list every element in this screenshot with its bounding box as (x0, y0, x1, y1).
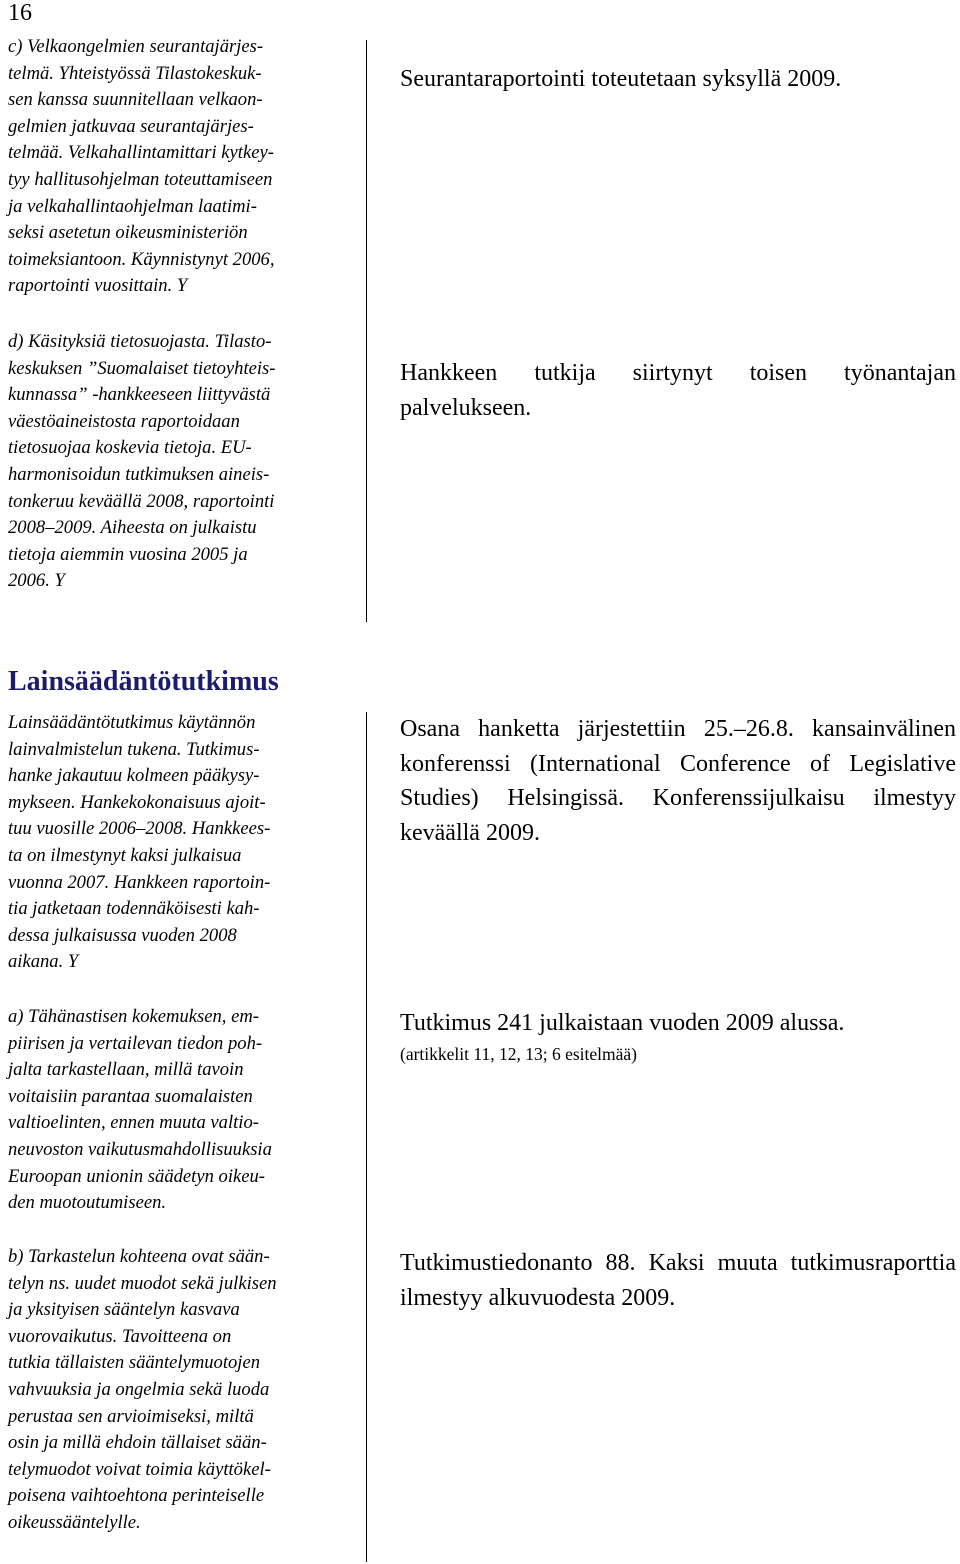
column-divider-top (366, 40, 367, 622)
paragraph-a (8, 1004, 338, 1217)
text-line: tietosuojaa koskevia tietoja. EU- (8, 437, 252, 459)
text-line: kunnassa” -hankkeeseen liittyvästä (8, 384, 271, 406)
text-line: keskuksen ”Suomalaiset tietoyhteis- (8, 357, 276, 379)
text-line: c) Velkaongelmien seurantajärjes- (8, 36, 264, 57)
text-line: Lainsäädäntötutkimus käytännön (8, 712, 256, 733)
text-line: vuonna 2007. Hankkeen raportoin- (8, 871, 271, 893)
text-line: raportointi vuosittain. Y (8, 275, 188, 297)
text-line: perustaa sen arvioimiseksi, miltä (8, 1405, 254, 1427)
status-intro: Osana hanketta järjestettiin 25.–26.8. kansainvälinen konferenssi (International Conference of Legislative Studies) Helsingissä. Konferenssijulkaisu ilmestyy keväällä 2009. (400, 716, 956, 846)
text-line: a) Tähänastisen kokemuksen, em- (8, 1006, 259, 1027)
status-a-text: Tutkimus 241 julkaistaan vuoden 2009 alussa. (400, 1010, 845, 1036)
text-line: vuorovaikutus. Tavoitteena on (8, 1325, 232, 1347)
column-divider-bottom (366, 712, 367, 1562)
text-line: väestöaineistosta raportoidaan (8, 410, 240, 432)
status-b: Tutkimustiedonanto 88. Kaksi muuta tutkimusraporttia ilmestyy alkuvuodesta 2009. (400, 1250, 956, 1311)
status-d: Hankkeen tutkija siirtynyt toisen työnantajan palvelukseen. (400, 360, 956, 421)
text-line: b) Tarkastelun kohteena ovat sään- (8, 1246, 270, 1267)
text-line: lainvalmistelun tukena. Tutkimus- (8, 738, 260, 760)
text-line: tia jatketaan todennäköisesti kah- (8, 898, 260, 920)
page-number: 16 (8, 0, 32, 26)
text-line: oikeussääntelylle. (8, 1511, 141, 1533)
text-line: ja yksityisen sääntelyn kasvava (8, 1299, 240, 1321)
text-line: ja velkahallintaohjelman laatimi- (8, 195, 257, 217)
text-line: 2006. Y (8, 570, 65, 592)
text-line: gelmien jatkuvaa seurantajärjes- (8, 115, 254, 137)
text-line: Euroopan unionin säädetyn oikeu- (8, 1165, 265, 1187)
text-line: voitaisiin parantaa suomalaisten (8, 1085, 253, 1107)
text-line: d) Käsityksiä tietosuojasta. Tilasto- (8, 331, 272, 352)
text-line: sen kanssa suunnitellaan velkaon- (8, 89, 263, 111)
status-a (400, 1006, 956, 1067)
text-line: ta on ilmestynyt kaksi julkaisua (8, 844, 242, 866)
paragraph-intro (8, 710, 338, 976)
paragraph-c (8, 34, 338, 300)
text-line: hanke jakautuu kolmeen pääkysy- (8, 765, 260, 787)
text-line: jalta tarkastellaan, millä tavoin (8, 1059, 244, 1081)
text-line: toimeksiantoon. Käynnistynyt 2006, (8, 248, 275, 270)
text-line: aikana. Y (8, 951, 79, 973)
text-line: tutkia tällaisten sääntelymuotojen (8, 1352, 261, 1374)
text-line: vahvuuksia ja ongelmia sekä luoda (8, 1378, 270, 1400)
status-a-note: (artikkelit 11, 12, 13; 6 esitelmää) (400, 1043, 637, 1064)
text-line: neuvoston vaikutusmahdollisuuksia (8, 1138, 272, 1160)
text-line: harmonisoidun tutkimuksen aineis- (8, 463, 270, 485)
text-line: telymuodot voivat toimia käyttökel- (8, 1458, 271, 1480)
section-heading: Lainsäädäntötutkimus (8, 666, 279, 697)
text-line: seksi asetetun oikeusministeriön (8, 222, 248, 244)
text-line: den muotoutumiseen. (8, 1192, 167, 1214)
text-line: mykseen. Hankekokonaisuus ajoit- (8, 791, 266, 813)
text-line: telyn ns. uudet muodot sekä julkisen (8, 1272, 277, 1294)
text-line: tuu vuosille 2006–2008. Hankkees- (8, 818, 271, 840)
text-line: telmää. Velkahallintamittari kytkey- (8, 142, 274, 164)
text-line: poisena vaihtoehtona perinteiselle (8, 1485, 265, 1507)
text-line: valtioelinten, ennen muuta valtio- (8, 1112, 259, 1134)
text-line: dessa julkaisussa vuoden 2008 (8, 924, 237, 946)
text-line: piirisen ja vertailevan tiedon poh- (8, 1032, 263, 1054)
text-line: tonkeruu keväällä 2008, raportointi (8, 490, 275, 512)
text-line: osin ja millä ehdoin tällaiset sään- (8, 1432, 267, 1454)
paragraph-d (8, 329, 338, 595)
text-line: tietoja aiemmin vuosina 2005 ja (8, 543, 248, 565)
paragraph-b (8, 1244, 338, 1537)
status-c: Seurantaraportointi toteutetaan syksyllä 2009. (400, 66, 842, 92)
text-line: telmä. Yhteistyössä Tilastokeskuk- (8, 62, 262, 84)
text-line: tyy hallitusohjelman toteuttamiseen (8, 168, 273, 190)
text-line: 2008–2009. Aiheesta on julkaistu (8, 517, 257, 539)
